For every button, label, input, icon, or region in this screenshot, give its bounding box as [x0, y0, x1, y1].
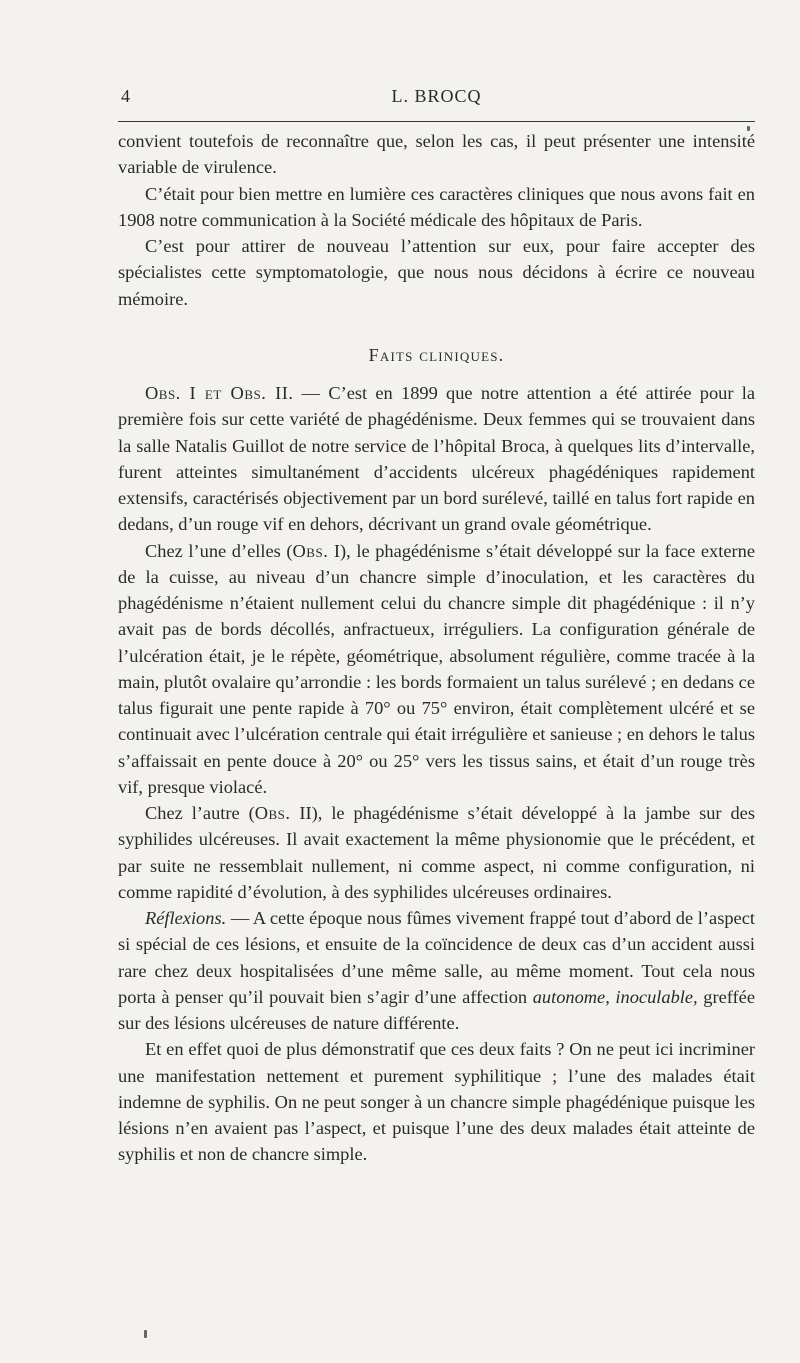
observation-ref: Obs. — [254, 803, 291, 823]
reflexions-lead: Réflexions. — [145, 908, 227, 928]
observation-lead: Obs. I et Obs. II. — [145, 383, 294, 403]
observation-ref: Obs. — [292, 540, 329, 561]
observation-2-text: II), le phagédénisme s’était développé à la jambe sur des syphilides ulcéreuses. Il avait exactement la même physionomie que le précédent, et par suite ne ressemblait nullement, ni comme aspect, ni comme configuration, ni comme rapidité d’évolution, à des syphilides ulcéreuses ordinaires. — [118, 803, 755, 902]
running-head: L. BROCQ — [391, 86, 482, 106]
paragraph-continuation: convient toutefois de reconnaître que, selon les cas, il peut présenter une intensité variable de virulence. — [118, 131, 755, 178]
print-speck — [747, 126, 750, 131]
print-speck — [144, 1330, 147, 1338]
reflexions-text-2: greffée sur des lésions ulcéreuses de nature différente. — [118, 986, 755, 1033]
paragraph: C’est pour attirer de nouveau l’attention sur eux, pour faire accepter des spécialistes cette symptomatologie, que nous nous décidons à écrire ce nouveau mémoire. — [118, 236, 755, 309]
paragraph: C’était pour bien mettre en lumière ces caractères cliniques que nous avons fait en 1908 notre communication à la Société médicale des hôpitaux de Paris. — [118, 183, 755, 230]
page-header — [118, 86, 755, 110]
paragraph-reflexions — [118, 905, 755, 1036]
observation-text: — C’est en 1899 que notre attention a été attirée pour la première fois sur cette variété de phagédénisme. Deux femmes qui se trouvaient dans la salle Natalis Guillot de notre service de l’hôpital Broca, à quelques lits d’intervalle, furent atteintes simultanément d’accidents ulcéreux phagédéniques rapidement extensifs, caractérisés objectivement par un bord surélevé, taillé en talus fort rapide en dedans, d’un rouge vif en dehors, décrivant un grand ovale géométrique. — [118, 383, 755, 535]
paragraph-observations — [118, 380, 755, 538]
reflexions-text-1: — A cette époque nous fûmes vivement frappé tout d’abord de l’aspect si spécial de ces lésions, et ensuite de la coïncidence de deux cas d’un accident aussi rare chez deux hospitalisées d’une même salle, au même moment. Tout cela nous porta à penser qu’il pouvait bien s’agir d’une affection — [118, 908, 755, 1007]
section-title: Faits cliniques. — [368, 344, 505, 365]
header-rule — [118, 121, 755, 122]
observation-1-pre: Chez l’une d’elles ( — [145, 540, 293, 561]
observation-1-text: I), le phagédénisme s’était développé sur la face externe de la cuisse, au niveau d’un chancre simple d’inoculation, et les caractères du phagédénisme n’étaient nullement celui du chancre simple dit phagédénique : il n’y avait pas de bords décollés, anfractueux, irréguliers. La configuration générale de l’ulcération était, je le répète, géométrique, absolument régulière, comme tracée à la main, plutôt ovalaire qu’arrondie : les bords formaient un talus surélevé ; en dedans ce talus figurait une pente rapide à 70° ou 75° environ, était complètement ulcéré et se continuait avec l’ulcération centrale qui était irrégulière et sanieuse ; en dehors le talus s’affaissait en pente douce à 20° ou 25° vers les tissus sains, et était d’un rouge très vif, presque violacé. — [118, 540, 756, 797]
paragraph-observation-2 — [118, 800, 755, 905]
reflexions-emphasis: autonome, inoculable, — [532, 986, 698, 1007]
body-text — [118, 128, 755, 1168]
page-number: 4 — [121, 86, 131, 106]
paragraph-observation-1 — [118, 538, 755, 801]
paragraph-final: Et en effet quoi de plus démonstratif que ces deux faits ? On ne peut ici incriminer une manifestation nettement et purement syphilitique ; l’une des malades était indemne de syphilis. On ne peut songer à un chancre simple phagédénique puisque les lésions n’en avaient pas l’aspect, et puisque l’une des deux malades était atteinte de syphilis et non de chancre simple. — [118, 1039, 755, 1165]
observation-2-pre: Chez l’autre ( — [145, 803, 255, 823]
